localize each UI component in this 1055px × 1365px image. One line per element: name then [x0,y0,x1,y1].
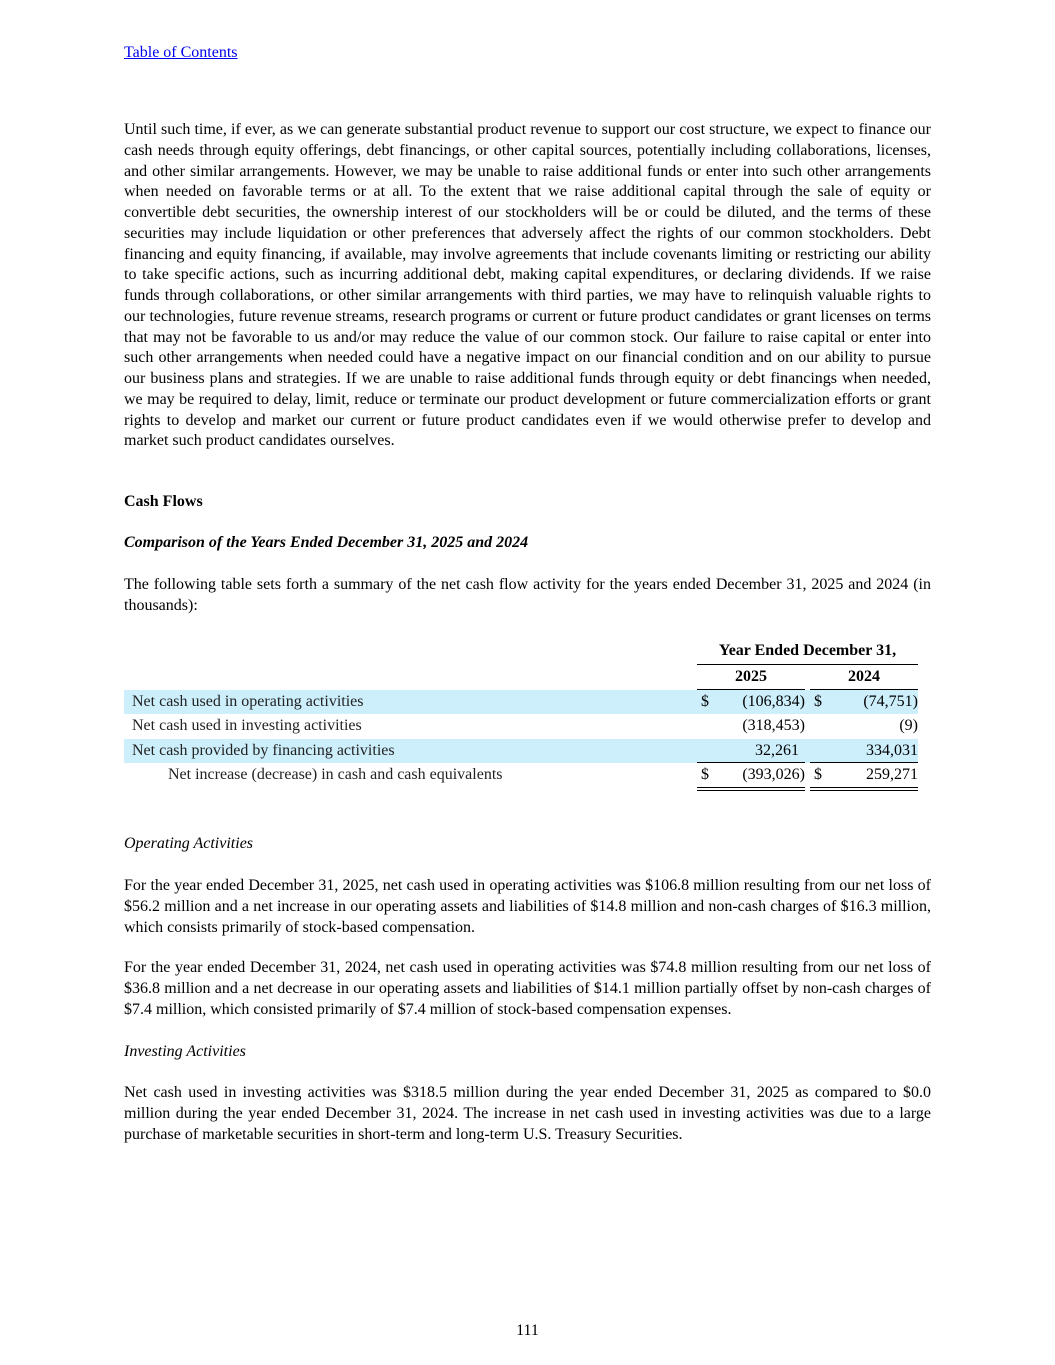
group-header: Year Ended December 31, [718,642,897,659]
row-label: Net increase (decrease) in cash and cash equivalents [168,766,503,783]
investing-activities-heading: Investing Activities [124,1043,246,1060]
value-2024: 334,031 [866,742,918,759]
value-2025: (106,834) [742,693,805,710]
double-rule-2025 [697,787,805,791]
value-2025: (393,026) [742,766,805,783]
investing-paragraph: Net cash used in investing activities was $318.5 million during the year ended December 31, 2025 as compared to $0.0 million during the year ended December 31, 2024. The increase in net cash used in investing activities was due to a large purchase of marketable securities in short-term and long-term U.S. Treasury Securities. [124,1084,931,1143]
table-row [124,714,918,738]
value-2024: (9) [899,717,918,734]
table-row-total [124,763,918,787]
row-label: Net cash provided by financing activities [132,742,395,759]
currency-symbol: $ [701,766,709,783]
financing-paragraph: Until such time, if ever, as we can generate substantial product revenue to support our cost structure, we expect to finance our cash needs through equity offerings, debt financings, or other capital sources, potentially including collaborations, licenses, and other similar arrangements. However, we may be unable to raise additional funds or enter into such other arrangements when needed on favorable terms or at all. To the extent that we raise additional capital through the sale of equity or convertible debt securities, the ownership interest of our stockholders will be or could be diluted, and the terms of these securities may include liquidation or other preferences that adversely affect the rights of our common stockholders. Debt financing and equity financing, if available, may involve agreements that include covenants limiting or restricting our ability to take specific actions, such as incurring additional debt, making capital expenditures, or declaring dividends. If we raise funds through collaborations, or other similar arrangements with third parties, we may have to relinquish valuable rights to our technologies, future revenue streams, research programs or current or future product candidates or grant licenses on terms that may not be favorable to us and/or may reduce the value of our common stock. Our failure to raise capital or enter into such other arrangements when needed could have a negative impact on our financial condition and on our ability to pursue our business plans and strategies. If we are unable to raise additional funds through equity or debt financings when needed, we may be required to delay, limit, reduce or terminate our product development or future commercialization efforts or grant rights to develop and market our current or future product candidates even if we would otherwise prefer to develop and market such product candidates ourselves. [124,121,931,450]
column-2025: 2025 [735,668,767,685]
operating-activities-heading: Operating Activities [124,835,254,852]
currency-symbol: $ [814,766,822,783]
table-row [124,690,918,714]
value-2024: (74,751) [863,693,918,710]
row-label: Net cash used in investing activities [132,717,362,734]
cash-flows-heading: Cash Flows [124,493,203,510]
operating-paragraph-2024: For the year ended December 31, 2024, net cash used in operating activities was $74.8 million resulting from our net loss of $36.8 million and a net decrease in our operating assets and liabilities of $14.1 million partially offset by non-cash charges of $7.4 million, which consisted primarily of $7.4 million of stock-based compensation expenses. [124,959,931,1018]
value-2025: (318,453) [742,717,805,734]
row-label: Net cash used in operating activities [132,693,364,710]
currency-symbol: $ [701,693,709,710]
value-2024: 259,271 [866,766,918,783]
currency-symbol: $ [814,693,822,710]
operating-paragraph-2025: For the year ended December 31, 2025, net cash used in operating activities was $106.8 million resulting from our net loss of $56.2 million and a net increase in our operating assets and liabilities of $14.8 million and non-cash charges of $16.3 million, which consists primarily of stock-based compensation. [124,877,931,936]
comparison-heading: Comparison of the Years Ended December 31, 2025 and 2024 [124,534,529,551]
page-number: 111 [516,1322,539,1339]
double-rule-2024 [810,787,918,791]
table-row [124,739,918,763]
table-intro: The following table sets forth a summary of the net cash flow activity for the years ended December 31, 2025 and 2024 (in thousands): [124,576,931,614]
column-2024: 2024 [848,668,880,685]
table-of-contents-link[interactable]: Table of Contents [124,44,238,61]
value-2025: 32,261 [755,742,799,759]
